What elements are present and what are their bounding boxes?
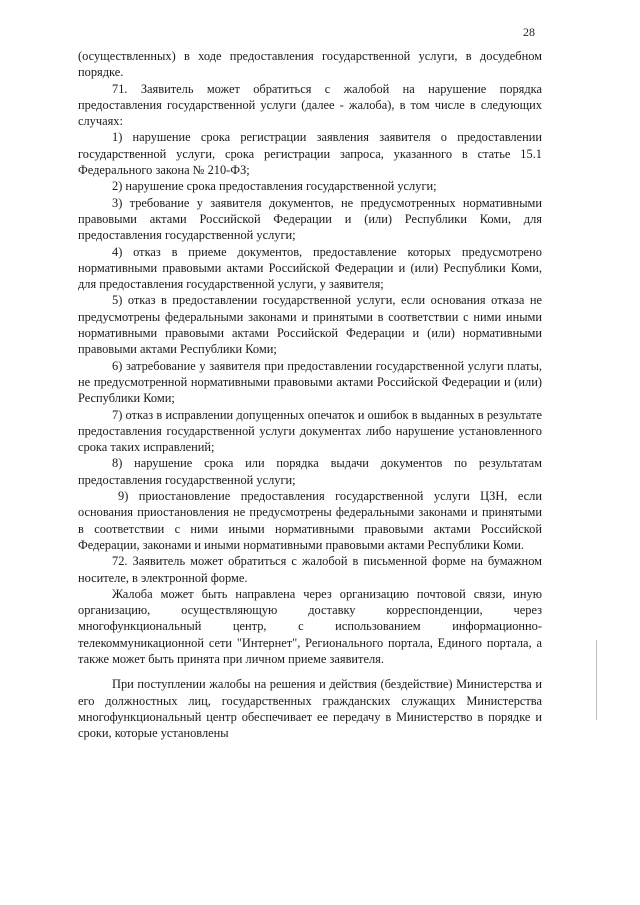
scan-edge-line: [596, 640, 597, 720]
list-item-9: 9) приостановление предоставления государственной услуги ЦЗН, если основания приостановления не предусмотрены федеральными законами и принятыми в соответствии с ними иными нормативными правовыми актами Российской Федерации, законами и иными нормативными правовыми актами Республики Коми.: [78, 489, 542, 552]
list-item-4: 4) отказ в приеме документов, предоставление которых предусмотрено нормативными правовыми актами Российской Федерации и (или) Республики Коми, для предоставления государственной услуги, у заявителя;: [78, 244, 542, 292]
list-item-2: 2) нарушение срока предоставления государственной услуги;: [112, 179, 437, 194]
list-item-6: 6) затребование у заявителя при предоставлении государственной услуги платы, не предусмотренной нормативными правовыми актами Российской Федерации и (или) Республики Коми;: [78, 358, 542, 406]
document-body: [78, 48, 542, 741]
page-number: 28: [523, 25, 535, 39]
paragraph-continuation: (осуществленных) в ходе предоставления государственной услуги, в досудебном порядке.: [78, 49, 542, 80]
paragraph-complaint-channels: Жалоба может быть направлена через организацию почтовой связи, иную организацию, осуществляющую доставку корреспонденции, через многофункциональный центр, с использованием информационно-телекоммуникационной сети "Интернет", Регионального портала, Единого портала, а также может быть принята при личном приеме заявителя.: [78, 586, 542, 666]
list-item-7: 7) отказ в исправлении допущенных опечаток и ошибок в выданных в результате предоставления государственной услуги документах либо нарушение установленного срока таких исправлений;: [78, 407, 542, 455]
list-item-3: 3) требование у заявителя документов, не предусмотренных нормативными правовыми актами Российской Федерации и (или) Республики Коми, для предоставления государственной услуги;: [78, 195, 542, 243]
paragraph-72: 72. Заявитель может обратиться с жалобой в письменной форме на бумажном носителе, в электронной форме.: [78, 554, 542, 585]
paragraph-71: 71. Заявитель может обратиться с жалобой на нарушение порядка предоставления государственной услуги (далее - жалоба), в том числе в следующих случаях:: [78, 81, 542, 129]
list-item-5: 5) отказ в предоставлении государственной услуги, если основания отказа не предусмотрены федеральными законами и принятыми в соответствии с ними иными нормативными правовыми актами Российской Федерации и (или) нормативными правовыми актами Республики Коми;: [78, 293, 542, 357]
list-item-8: 8) нарушение срока или порядка выдачи документов по результатам предоставления государственной услуги;: [78, 456, 542, 487]
paragraph-complaint-transfer: При поступлении жалобы на решения и действия (бездействие) Министерства и его должностных лиц, государственных гражданских служащих Министерства многофункциональный центр обеспечивает ее передачу в Министерство в порядке и сроки, которые установлены: [78, 677, 542, 741]
list-item-1: 1) нарушение срока регистрации заявления заявителя о предоставлении государственной услуги, срока регистрации запроса, указанного в статье 15.1 Федерального закона № 210-ФЗ;: [78, 130, 542, 178]
